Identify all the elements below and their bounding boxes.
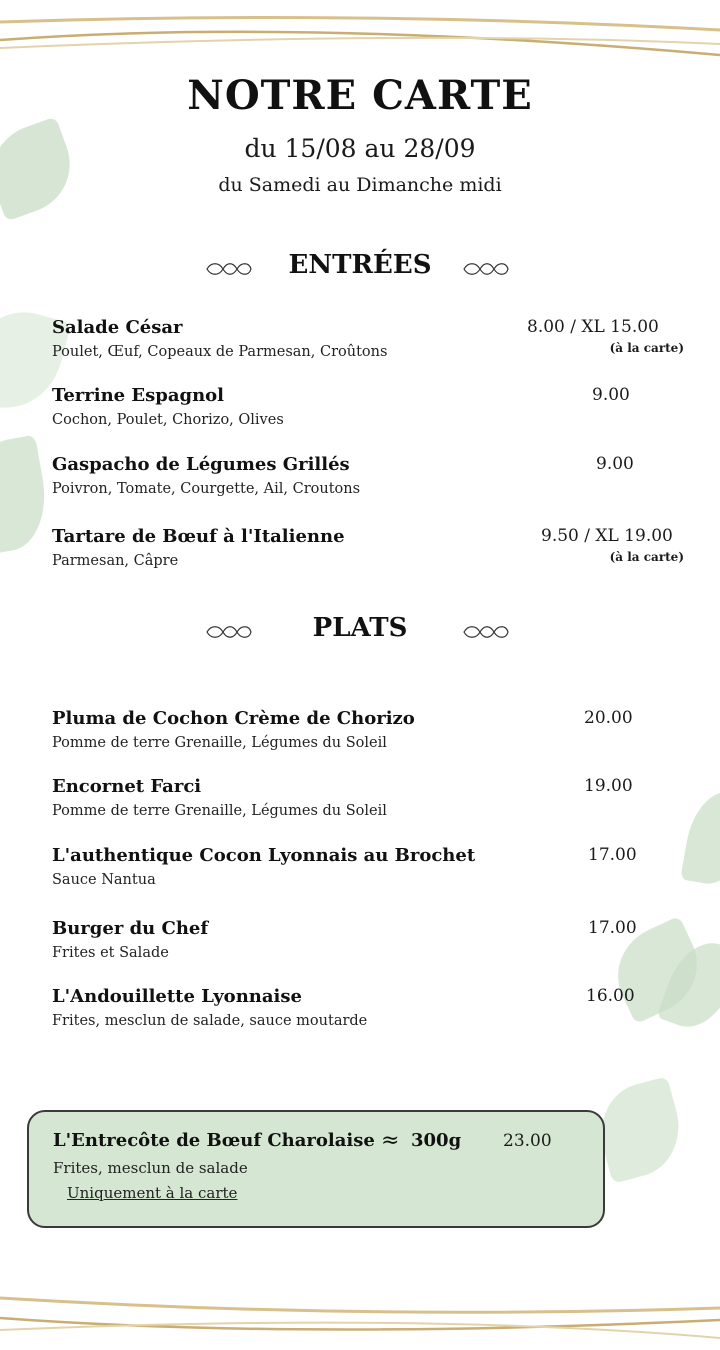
item-description: Cochon, Poulet, Chorizo, Olives (52, 412, 284, 428)
leaf-decoration (0, 435, 54, 555)
item-price: 16.00 (586, 986, 635, 1006)
menu-item (52, 317, 692, 362)
menu-item (52, 526, 692, 571)
leaf-decoration (0, 116, 84, 221)
item-description: Poivron, Tomate, Courgette, Ail, Croutons (52, 481, 361, 497)
item-name: Gaspacho de Légumes Grillés (52, 454, 350, 475)
menu-days: du Samedi au Dimanche midi (218, 174, 502, 196)
item-note: (à la carte) (609, 341, 684, 355)
item-name: Burger du Chef (52, 918, 209, 939)
featured-item-description: Frites, mesclun de salade (53, 1159, 248, 1177)
menu-item (52, 776, 692, 821)
menu-item (52, 708, 692, 753)
item-price: 20.00 (584, 708, 633, 728)
item-description: Pomme de terre Grenaille, Légumes du Soleil (52, 803, 387, 819)
top-gold-border (0, 0, 720, 60)
approx-symbol: ≈ (381, 1128, 400, 1153)
menu-item (52, 918, 692, 963)
item-description: Parmesan, Câpre (52, 553, 179, 569)
item-price: 17.00 (588, 918, 637, 938)
item-name: L'authentique Cocon Lyonnais au Brochet (52, 845, 476, 866)
item-price: 9.00 (592, 385, 630, 405)
item-description: Pomme de terre Grenaille, Légumes du Soleil (52, 735, 387, 751)
menu-dates: du 15/08 au 28/09 (244, 134, 476, 163)
section-title-entrees: ENTRÉES (288, 250, 432, 280)
flourish-icon (460, 261, 512, 277)
menu-item (52, 385, 692, 430)
featured-item-price: 23.00 (503, 1131, 552, 1151)
flourish-icon (203, 624, 255, 640)
item-description: Frites, mesclun de salade, sauce moutarde (52, 1013, 368, 1029)
item-description: Frites et Salade (52, 945, 169, 961)
item-name: Salade César (52, 317, 183, 338)
flourish-icon (203, 261, 255, 277)
item-name: Terrine Espagnol (52, 385, 225, 406)
featured-item-weight: 300g (411, 1130, 462, 1151)
menu-item (52, 845, 692, 890)
item-description: Sauce Nantua (52, 872, 156, 888)
item-name: Encornet Farci (52, 776, 202, 797)
section-title-plats: PLATS (312, 613, 408, 643)
flourish-icon (460, 624, 512, 640)
menu-item (52, 454, 692, 499)
item-name: L'Andouillette Lyonnaise (52, 986, 302, 1007)
featured-item-note: Uniquement à la carte (67, 1184, 238, 1202)
item-name: Pluma de Cochon Crème de Chorizo (52, 708, 415, 729)
featured-item-name: L'Entrecôte de Bœuf Charolaise (53, 1130, 375, 1151)
menu-item (52, 986, 692, 1031)
bottom-gold-border (0, 1290, 720, 1350)
featured-item-box (27, 1110, 605, 1228)
item-description: Poulet, Œuf, Copeaux de Parmesan, Croûtons (52, 344, 388, 360)
menu-title: NOTRE CARTE (187, 72, 533, 119)
item-price: 9.00 (596, 454, 634, 474)
item-price: 17.00 (588, 845, 637, 865)
section-heading-entrees (0, 250, 720, 280)
item-price: 8.00 / XL 15.00 (527, 317, 659, 337)
item-price: 19.00 (584, 776, 633, 796)
item-note: (à la carte) (609, 550, 684, 564)
item-name: Tartare de Bœuf à l'Italienne (52, 526, 345, 547)
item-price: 9.50 / XL 19.00 (541, 526, 673, 546)
section-heading-plats (0, 613, 720, 643)
menu-header (0, 72, 720, 119)
